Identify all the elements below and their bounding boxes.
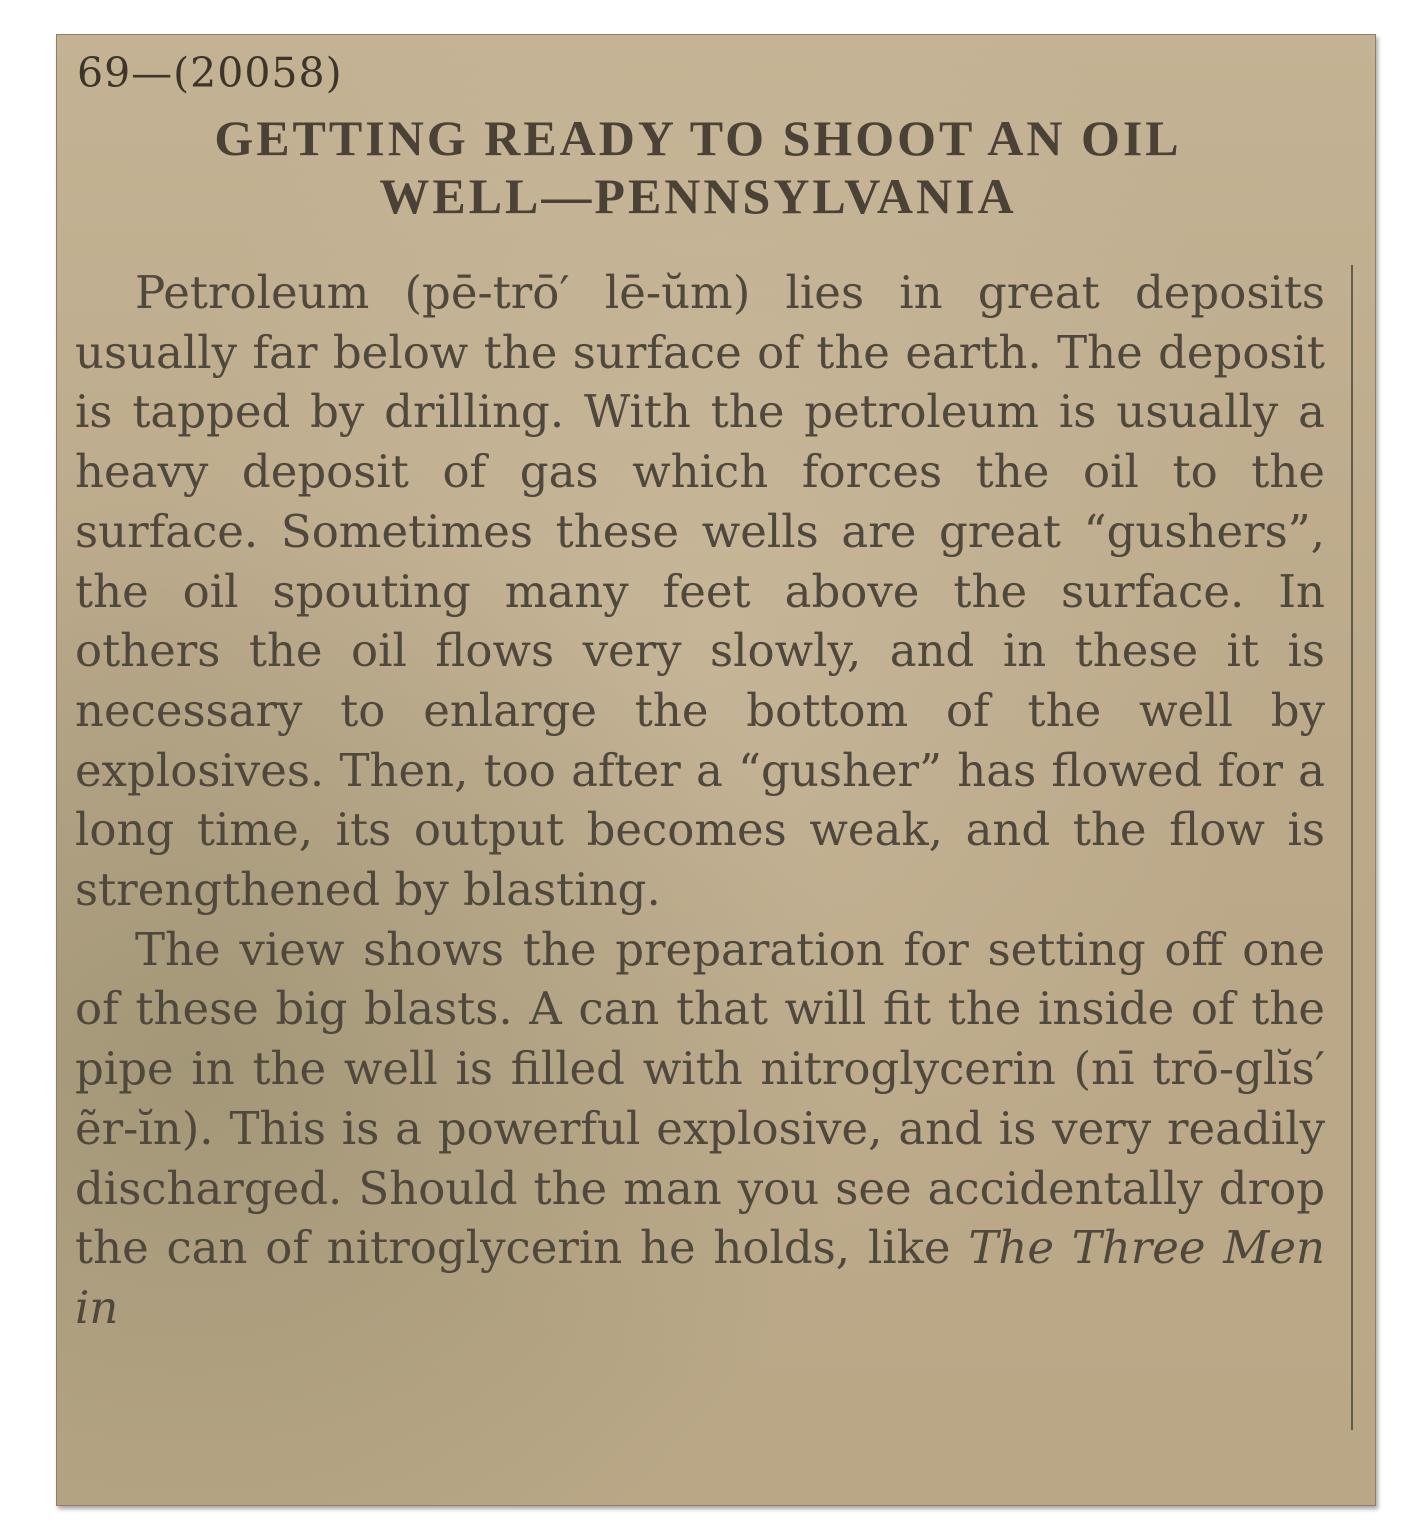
title-line-2: WELL—PENNSYLVANIA [379,168,1017,224]
margin-rule [1351,265,1353,1430]
card-title [73,109,1323,225]
title-line-1: GETTING READY TO SHOOT AN OIL [214,110,1182,166]
card-body [75,263,1325,1338]
paragraph-2 [75,920,1325,1338]
book-title-italic: The Three Men in [75,1221,1326,1334]
paragraph-2-text: The view shows the preparation for setting off one of these big blasts. A can that will fit the inside of the pipe in the well is filled with nitroglycerin (nī trō-glĭs′ ẽr-ĭn). This is a powerful explosive, and is very readily discharged. Should the man you see accidentally drop the can of nitroglycerin he holds, like [75,922,1325,1275]
card-serial-number: 69—(20058) [77,49,343,97]
stereoview-card [56,34,1376,1506]
paragraph-1 [75,263,1325,920]
paragraph-1-text: Petroleum (pē-trō′ lē-ŭm) lies in great deposits usually far below the surface of the earth. The deposit is tapped by drilling. With the petroleum is usually a heavy deposit of gas which forces the oil to the surface. Sometimes these wells are great “gushers”, the oil spouting many feet above the surface. In others the oil flows very slowly, and in these it is necessary to enlarge the bottom of the well by explosives. Then, too after a “gusher” has flowed for a long time, its output becomes weak, and the flow is strengthened by blasting. [75,266,1325,917]
